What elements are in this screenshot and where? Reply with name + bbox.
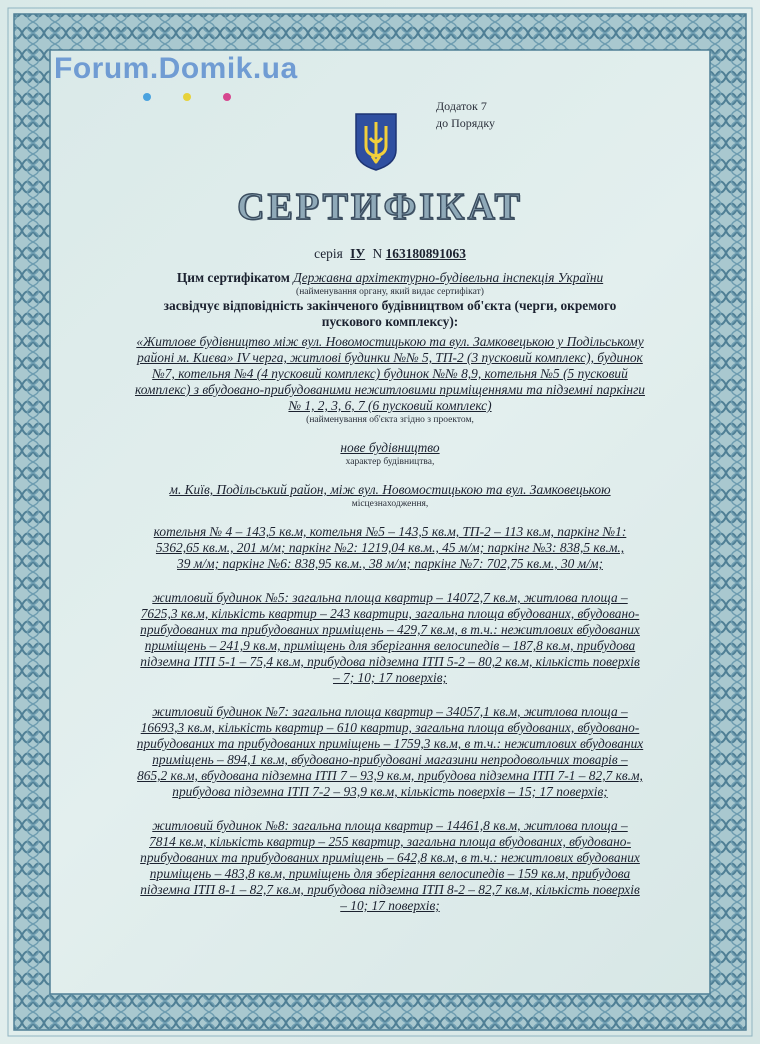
series-line	[100, 246, 680, 262]
object-line: «Житлове будівництво між вул. Новомостицькою та вул. Замковецькою у Подільському	[136, 334, 644, 349]
certificate-title: СЕРТИФІКАТ	[237, 186, 523, 228]
issuer-line	[100, 270, 680, 286]
object-caption: (найменування об'єкта згідно з проектом,	[306, 415, 474, 425]
issuer-name: Державна архітектурно-будівельна інспекція України	[293, 270, 604, 285]
series-value: ІУ	[350, 246, 366, 261]
object-description	[100, 334, 680, 414]
building-7-line: 865,2 кв.м, вбудована підземна ІТП 7 – 93,9 кв.м, прибудова підземна ІТП 7-1 – 82,7 кв.м,	[137, 768, 643, 783]
series-label: серія	[314, 246, 343, 261]
building-8-line: приміщень – 483,8 кв.м, приміщень для зберігання велосипедів – 159 кв.м, прибудова	[149, 866, 631, 881]
issuer-caption: (найменування органу, який видає сертифікат)	[296, 287, 484, 297]
annex-line-1: Додаток 7	[436, 99, 487, 113]
object-line: №7, котельня №4 (4 пусковий комплекс) будинок №№ 8,9, котельня №5 (5 пусковий	[152, 366, 628, 381]
building-8-block	[100, 818, 680, 914]
building-7-block	[100, 704, 680, 800]
trident-emblem-icon	[352, 112, 400, 172]
building-7-line: прибудованих та прибудованих приміщень – 1759,3 кв.м, в т.ч.: нежитлових вбудованих	[136, 736, 644, 751]
construction-type: нове будівництво	[340, 440, 440, 455]
certificate-number: 163180891063	[385, 246, 466, 261]
building-7-line: приміщень – 894,1 кв.м, вбудовано-прибудовані магазини непродовольчих товарів –	[152, 752, 628, 767]
building-8-line: прибудованих та прибудованих приміщень – 642,8 кв.м, в т.ч.: нежитлових вбудованих	[140, 850, 640, 865]
building-5-line: 7625,3 кв.м, кількість квартир – 243 квартири, загальна площа вбудованих, вбудовано-	[140, 606, 640, 621]
building-7-line: житловий будинок №7: загальна площа квартир – 34057,1 кв.м, житлова площа –	[152, 704, 628, 719]
building-8-line: підземна ІТП 8-1 – 82,7 кв.м, прибудова підземна ІТП 8-2 – 82,7 кв.м, кількість поверхів	[140, 882, 640, 897]
certifies-line-1: засвідчує відповідність закінченого будівництвом об'єкта (черги, окремого	[163, 298, 617, 313]
annex-line-2: до Порядку	[436, 116, 496, 130]
number-label: N	[372, 246, 383, 261]
building-5-line: приміщень – 241,9 кв.м, приміщень для зберігання велосипедів – 187,8 кв.м, прибудова	[144, 638, 636, 653]
building-5-line: – 7; 10; 17 поверхів;	[333, 670, 447, 685]
watermark-dots	[143, 88, 263, 106]
parkings-line: 5362,65 кв.м., 201 м/м; паркінг №2: 1219,04 кв.м., 45 м/м; паркінг №3: 838,5 кв.м.,	[155, 540, 625, 555]
certificate-body	[100, 246, 680, 914]
building-7-line: прибудова підземна ІТП 7-2 – 93,9 кв.м, кількість поверхів – 15; 17 поверхів;	[172, 784, 608, 799]
parkings-line: 39 м/м; паркінг №6: 838,95 кв.м., 38 м/м; паркінг №7: 702,75 кв.м., 30 м/м;	[177, 556, 603, 571]
certifies-line-2: пускового комплексу):	[321, 314, 459, 329]
parkings-block	[100, 524, 680, 572]
building-8-line: – 10; 17 поверхів;	[340, 898, 440, 913]
building-5-block	[100, 590, 680, 686]
annex-reference	[436, 98, 495, 132]
issuer-prefix: Цим сертифікатом	[176, 270, 290, 285]
object-line: районі м. Києва» IV черга, житлові будинки №№ 5, ТП-2 (3 пусковий комплекс), будинок	[137, 350, 643, 365]
location-value: м. Київ, Подільський район, між вул. Новомостицькою та вул. Замковецькою	[169, 482, 611, 497]
building-8-line: житловий будинок №8: загальна площа квартир – 14461,8 кв.м, житлова площа –	[152, 818, 628, 833]
construction-caption: характер будівництва,	[345, 457, 435, 467]
building-5-line: підземна ІТП 5-1 – 75,4 кв.м, прибудова підземна ІТП 5-2 – 80,2 кв.м, кількість поверхів	[140, 654, 640, 669]
parkings-line: котельня № 4 – 143,5 кв.м, котельня №5 – 143,5 кв.м, ТП-2 – 113 кв.м, паркінг №1:	[153, 524, 627, 539]
building-7-line: 16693,3 кв.м, кількість квартир – 610 квартир, загальна площа вбудованих, вбудовано-	[140, 720, 640, 735]
object-line: № 1, 2, 3, 6, 7 (6 пусковий комплекс)	[288, 398, 492, 413]
building-8-line: 7814 кв.м, кількість квартир – 255 квартир, загальна площа вбудованих, вбудовано-	[149, 834, 631, 849]
building-5-line: житловий будинок №5: загальна площа квартир – 14072,7 кв.м, житлова площа –	[152, 590, 628, 605]
object-line: комплекс) з вбудовано-прибудованими нежитловими приміщеннями та підземні паркінги	[134, 382, 645, 397]
location-caption: місцезнаходження,	[351, 499, 429, 509]
site-watermark: Forum.Domik.ua	[54, 52, 298, 85]
building-5-line: прибудованих та прибудованих приміщень – 429,7 кв.м, в т.ч.: нежитлових вбудованих	[140, 622, 640, 637]
